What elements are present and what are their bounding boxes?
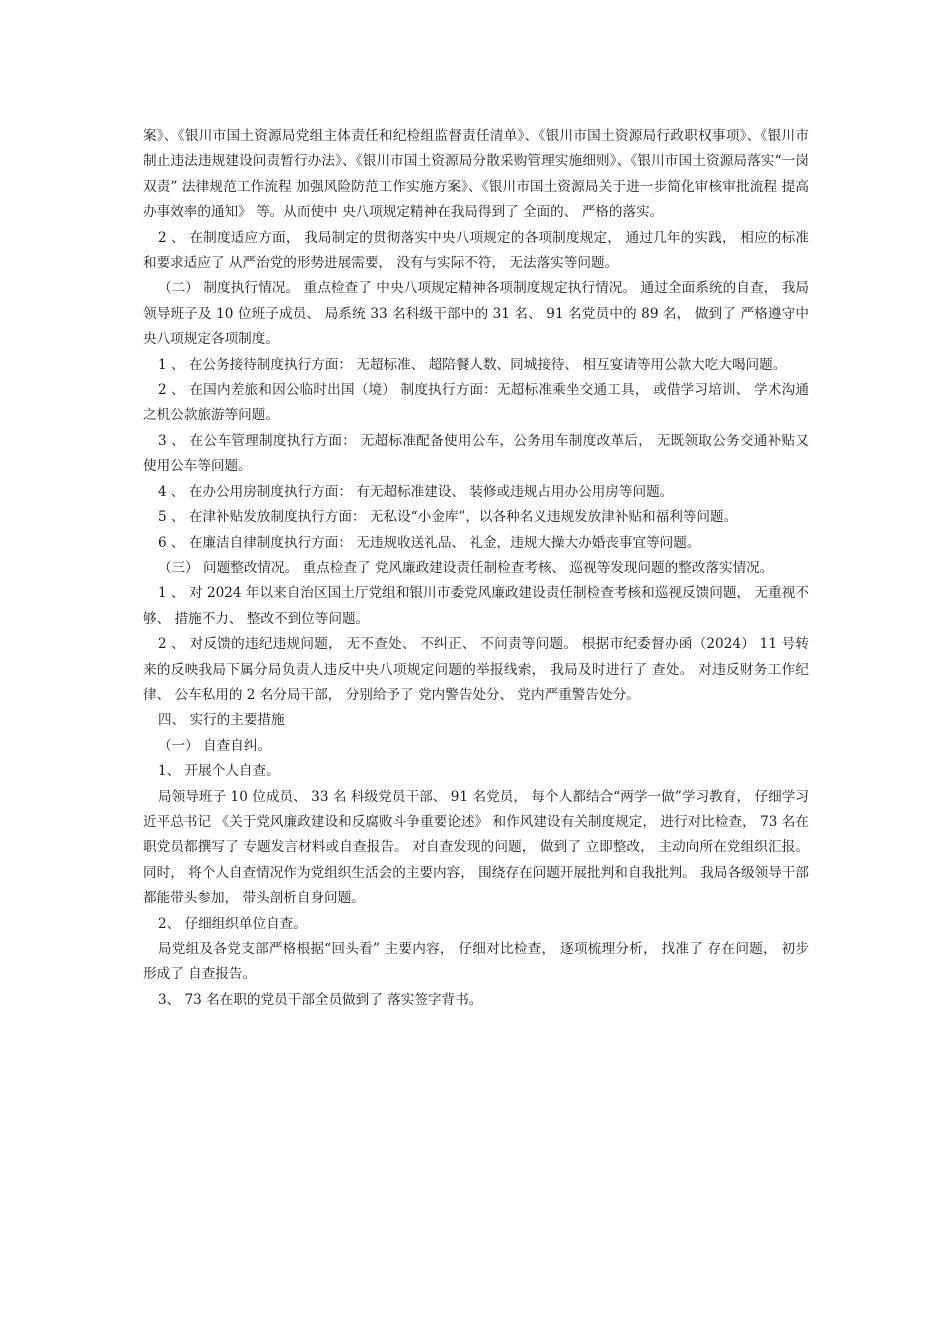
paragraph-unit-check-body: 局党组及各党支部严格根据“回头看” 主要内容， 仔细对比检查， 逐项梳理分析， 找准了 存在问题， 初步形成了 自查报告。 xyxy=(143,941,809,983)
paragraph-item-3-vehicles: 3 、 在公车管理制度执行方面： 无超标准配备使用公车，公务用车制度改革后， 无既领取公务交通补贴又使用公车等问题。 xyxy=(143,432,809,475)
subsection-heading-self-check: （一） 自查自纠。 xyxy=(157,737,272,754)
paragraph-section-2-execution: （二） 制度执行情况。 重点检查了 中央八项规定精神各项制度规定执行情况。 通过全面系统的自查， 我局领导班子及 10 位班子成员、 局系统 33 名科级干部中的 31 名、 91 名党员中的 89 名， 做到了 严格遵守中央八项规定各项制度。 xyxy=(143,280,809,348)
paragraph-item-6-integrity: 6 、 在廉洁自律制度执行方面： 无违规收送礼品、 礼金，违规大操大办婚丧事宜等问题。 xyxy=(157,534,701,551)
paragraph-item-5-allowances: 5 、 在津补贴发放制度执行方面： 无私设“小金库”，以各种名义违规发放津补贴和福利等问题。 xyxy=(157,509,738,526)
document-page xyxy=(143,124,809,1013)
paragraph-item-2-travel: 2 、 在国内差旅和因公临时出国（境） 制度执行方面：无超标准乘坐交通工具， 或借学习培训、 学术沟通之机公款旅游等问题。 xyxy=(143,382,809,424)
paragraph-item-4-offices: 4 、 在办公用房制度执行方面： 有无超标准建设、 装修或违规占用办公用房等问题。 xyxy=(157,483,674,500)
paragraph-item-1-reception: 1 、 在公务接待制度执行方面： 无超标准、 超陪餐人数、同城接待、 相互宴请等用公款大吃大喝问题。 xyxy=(157,356,787,373)
paragraph-continued-list: 案》、《银川市国土资源局党组主体责任和纪检组监督责任清单》、《银川市国土资源局行政职权事项》、《银川市制止违法违规建设问责暂行办法》、《银川市国土资源局分散采购管理实施细则》、《银川市国土资源局落实“一岗双责” 法律规范工作流程 加强风险防范工作实施方案》、《银川市国土资源局关于进一步简化审核审批流程 提高办事效率的通知》 等。从而使中 央八项规定精神在我局得到了 全面的、 严格的落实。 xyxy=(143,128,809,221)
paragraph-item-2-unit-check: 2、 仔细组织单位自查。 xyxy=(157,915,307,932)
paragraph-personal-check-body: 局领导班子 10 位成员、 33 名 科级党员干部、 91 名党员， 每个人都结合“两学一做”学习教育， 仔细学习近平总书记 《关于党风廉政建设和反腐败斗争重要论述》 和作风建设有关制度规定， 进行对比检查， 73 名在职党员都撰写了 专题发言材料或自查报告。 对自查发现的问题， 做到了 立即整改， 主动向所在党组织汇报。 同时， 将个人自查情况作为党组织生活会的主要内容， 围绕存在问题开展批判和自我批判。 我局各级领导干部都能带头参加， 带头剖析自身问题。 xyxy=(143,788,809,907)
paragraph-item-1-feedback: 1 、 对 2024 年以来自治区国土厅党组和银川市委党风廉政建设责任制检查考核和巡视反馈问题， 无重视不够、 措施不力、 整改不到位等问题。 xyxy=(143,585,809,627)
section-heading-4: 四、 实行的主要措施 xyxy=(157,712,285,729)
paragraph-section-3-rectification: （三） 问题整改情况。 重点检查了 党风廉政建设责任制检查考核、 巡视等发现问题的整改落实情况。 xyxy=(157,559,774,576)
paragraph-item-2-adaptation: 2 、 在制度适应方面， 我局制定的贯彻落实中央八项规定的各项制度规定， 通过几年的实践， 相应的标准和要求适应了 从严治党的形势进展需要， 没有与实际不符， 无法落实等问题。 xyxy=(143,229,809,272)
paragraph-item-1-personal-check: 1、 开展个人自查。 xyxy=(157,763,280,780)
paragraph-item-2-violations: 2 、 对反馈的违纪违规问题， 无不查处、 不纠正、 不问责等问题。 根据市纪委督办函（2024） 11 号转来的反映我局下属分局负责人违反中央八项规定问题的举报线索， 我局及时进行了 查处。 对违反财务工作纪律、 公车私用的 2 名分局干部， 分别给予了 党内警告处分、 党内严重警告处分。 xyxy=(143,636,809,703)
paragraph-item-3-signing: 3、 73 名在职的党员干部全员做到了 落实签字背书。 xyxy=(157,991,483,1008)
